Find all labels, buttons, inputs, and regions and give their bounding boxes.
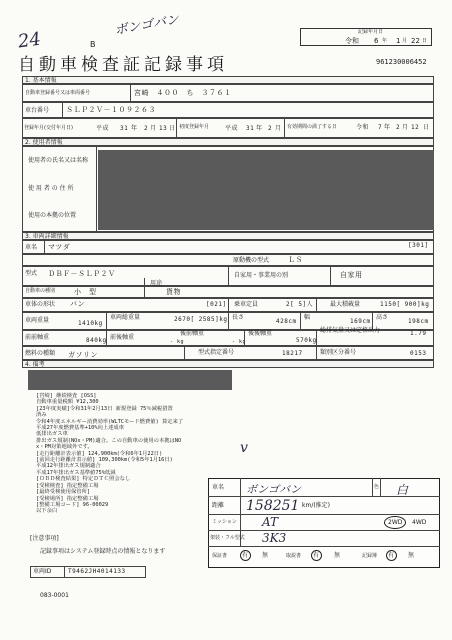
note-line: [受検検査] 指定整備工場 — [36, 482, 99, 489]
note-line: [走行距離計表示値] 124,900km(令和6年1月22日) — [36, 450, 163, 457]
note-line: [23年度実績]令和31年2月13日 新規登録 75％減税措置 — [36, 405, 173, 412]
sticker-color-label: 色 — [374, 484, 380, 490]
weight-label: 車両重量 — [25, 317, 50, 324]
warranty-no: 無 — [262, 552, 269, 559]
section-vehicle-heading: 3. 車両詳細情報 — [22, 232, 434, 240]
manual-yes: 有 — [313, 552, 320, 559]
first-reg-day-unit: 日 — [169, 125, 176, 132]
ff-value: 840kg — [86, 337, 107, 344]
fr-label: 前後軸重 — [110, 334, 135, 341]
user-base-label: 使用の本拠の位置 — [28, 212, 77, 219]
note-line: 低排出ガス車 — [36, 431, 68, 438]
height-value: 198cm — [408, 318, 429, 325]
section-user-heading: 2. 使用者情報 — [22, 138, 434, 146]
expiry-day-unit: 日 — [423, 124, 430, 131]
note-line: 平成12年排出ガス規制適合 — [36, 463, 101, 470]
note-line: [ＯＢＤ検査結果] 特定ＤＴＣ照会なし — [36, 476, 131, 483]
kind-value: 小 型 — [74, 288, 97, 296]
page-title: 自動車検査証記録事項 — [18, 55, 228, 75]
note-line: 排出ガス規制(NOx・PM)適合。この自動車の使用の本拠はNO — [36, 437, 182, 444]
maxload-label: 最大積載量 — [330, 301, 361, 308]
typeno-label: 型式指定番号 — [198, 349, 235, 356]
make-row — [22, 240, 434, 254]
chassis-value: ＳＬＰ２Ｖ－１０９２６３ — [66, 106, 156, 114]
maxload-value: 1150[ 900]kg — [380, 301, 430, 308]
first-year-year-unit: 年 — [256, 125, 263, 132]
note-line: 以下余白 — [36, 508, 58, 515]
expiry-day: 12 — [411, 124, 420, 131]
height-label: 高さ — [376, 314, 389, 321]
warranty-label: 保証書 — [212, 553, 228, 559]
sticker-body-value: 3K3 — [262, 531, 287, 545]
fuel-label: 燃料の種類 — [25, 350, 56, 357]
record-date-month: 1 — [396, 37, 401, 45]
make-label: 車名 — [25, 244, 38, 251]
drive-2wd-label: 2WD — [388, 519, 403, 526]
make-value: マツダ — [48, 243, 71, 251]
expiry-era: 令和 — [356, 124, 370, 131]
gross-value: 2670[ 2585]kg — [174, 316, 228, 323]
b-mark: B — [90, 40, 96, 49]
manual-no: 無 — [334, 552, 341, 559]
first-reg-label: 登録年月(交付年月日) — [24, 125, 73, 131]
rr-value: 570kg — [296, 337, 317, 344]
length-label: 長さ — [232, 314, 245, 321]
expiry-year-unit: 年 — [384, 124, 391, 131]
record-date-day: 22 — [411, 37, 420, 45]
sticker-mileage-unit: km/(推定) — [302, 502, 331, 509]
purpose-value: 貨物 — [166, 288, 181, 296]
body-label: 車体の形状 — [25, 301, 56, 308]
note-line: 済み — [36, 412, 47, 419]
first-year-label: 初度登録年月 — [179, 124, 210, 130]
first-reg-era: 平成 — [96, 125, 110, 132]
chassis-label: 車台番号 — [25, 107, 50, 114]
first-reg-year-unit: 年 — [131, 125, 138, 132]
note-line: x・PM対策地域外です。 — [36, 444, 93, 451]
notice-text: 記録事項はシステム登録時点の情報となります — [40, 548, 166, 555]
capacity-label: 乗車定員 — [234, 301, 259, 308]
note-line: [最終受検使用保管所] — [36, 489, 91, 496]
note-line: 自動車重量税額 ¥12,300 — [36, 399, 99, 406]
section-notes-heading: 4. 備考 — [22, 360, 434, 368]
use-value: 自家用 — [340, 271, 363, 279]
car-id-value: T9462JH4014133 — [68, 568, 126, 575]
sticker-car-name-value: ボンゴバン — [246, 483, 301, 496]
rf-label: 後前軸重 — [180, 330, 205, 337]
note-line: 平成17年排出ガス基準値75%低減 — [36, 469, 116, 476]
first-year-month-unit: 月 — [275, 125, 282, 132]
use-label: 自家用・事業用の別 — [234, 272, 289, 279]
bottom-code: 083-0001 — [40, 592, 69, 599]
expiry-month-unit: 月 — [402, 124, 409, 131]
sticker-mileage-value: 158251 — [246, 498, 300, 514]
first-year-era: 平成 — [225, 125, 239, 132]
purpose-label: 用途 — [150, 280, 163, 287]
disp-value: 1.79 — [410, 330, 427, 337]
first-reg-year: 31 — [120, 125, 129, 132]
note-line: 平成27年度燃費基準+10%向上達成車 — [36, 425, 124, 432]
gross-label: 車両総重量 — [110, 314, 141, 321]
expiry-label: 有効期間の満了する日 — [287, 124, 338, 130]
reg-label: 自動車登録番号又は車両番号 — [25, 90, 91, 96]
first-reg-month: 2 — [144, 125, 149, 132]
note-line: [整備工場コード] 96-00029 — [36, 501, 109, 508]
disp-label: 総排気量又は定格出力 — [320, 327, 381, 334]
capacity-value: 2[ 5]人 — [286, 301, 314, 308]
body-value: バン — [70, 300, 85, 308]
engine-label: 原動機の型式 — [233, 257, 270, 264]
note-line: 令和4年度エネルギー消費効率(WLTCモード燃費値) 算定来了 — [36, 418, 184, 425]
handwritten-corner-number: 24 — [16, 28, 43, 53]
sticker-car-name-label: 車名 — [212, 484, 225, 491]
sticker-mileage-label: 距離 — [212, 502, 225, 509]
note-line: [宮崎] 継続検査 [OSS] — [36, 393, 97, 399]
engine-row — [22, 254, 434, 266]
first-reg-day: 13 — [159, 125, 168, 132]
reg-value: 宮崎 ４００ ち ３７６１ — [134, 89, 232, 97]
weight-value: 1410kg — [78, 320, 103, 327]
sticker-body-label: 架装・フル型式 — [210, 535, 245, 541]
ff-label: 前前軸重 — [25, 334, 50, 341]
record-date-day-unit: 日 — [422, 38, 428, 44]
model-label: 型式 — [25, 270, 38, 277]
fuel-value: ガソリン — [68, 351, 98, 359]
length-value: 428cm — [276, 318, 297, 325]
record-no: 無 — [408, 552, 415, 559]
note-line: [受検場所] 指定整備工場 — [36, 495, 99, 502]
handwritten-note: ボンゴバン — [113, 12, 181, 39]
record-date-year: 6 — [374, 37, 379, 45]
car-id-label: 車両ID — [33, 568, 52, 575]
record-yes: 有 — [388, 552, 395, 559]
redacted-user-info — [98, 150, 434, 230]
record-label: 記録簿 — [362, 553, 378, 559]
record-date-year-unit: 年 — [382, 38, 388, 44]
manual-label: 取説書 — [286, 553, 302, 559]
body-code: [021] — [206, 301, 227, 308]
make-code: [301] — [408, 242, 429, 249]
fr-value: - kg — [170, 339, 185, 345]
expiry-month: 2 — [396, 124, 401, 131]
redacted-notes-header — [28, 370, 232, 390]
kind-label: 自動車の種別 — [25, 288, 56, 294]
record-date-month-unit: 月 — [402, 38, 408, 44]
width-value: 169cm — [350, 318, 371, 325]
width-label: 幅 — [304, 314, 311, 321]
warranty-yes: 有 — [242, 552, 249, 559]
expiry-year: 7 — [378, 124, 383, 131]
model-value: ＤＢＦ－ＳＬＰ２Ｖ — [48, 270, 116, 278]
first-reg-month-unit: 月 — [150, 125, 157, 132]
record-date-label: 記録年月日 — [358, 29, 384, 35]
note-line: [前回走行距離計表示値] 109,300km(令和5年1月16日) — [36, 457, 173, 464]
class-label: 類別区分番号 — [320, 349, 357, 356]
engine-value: ＬＳ — [288, 256, 303, 264]
record-date-era: 令和 — [345, 37, 359, 45]
user-name-label: 使用者の氏名又は名称 — [28, 157, 89, 164]
user-address-label: 使 用 者 の 住 所 — [28, 185, 74, 192]
first-year-month: 2 — [268, 125, 273, 132]
sticker-color-value: 白 — [396, 483, 409, 497]
sticker-mission-label: ミッション — [212, 519, 237, 525]
rr-label: 後後軸重 — [248, 330, 273, 337]
section-basic-heading: 1. 基本情報 — [22, 76, 434, 84]
drive-4wd-label: 4WD — [412, 519, 427, 526]
first-year-year: 31 — [246, 125, 255, 132]
handwritten-checkmark: v — [240, 440, 248, 456]
doc-number: 961230006452 — [376, 58, 427, 66]
rf-value: - kg — [232, 339, 247, 345]
class-value: 0153 — [410, 350, 427, 357]
sticker-mission-value: AT — [262, 515, 279, 529]
notice-heading: [注意事項] — [30, 535, 59, 542]
typeno-value: 18217 — [282, 350, 303, 357]
